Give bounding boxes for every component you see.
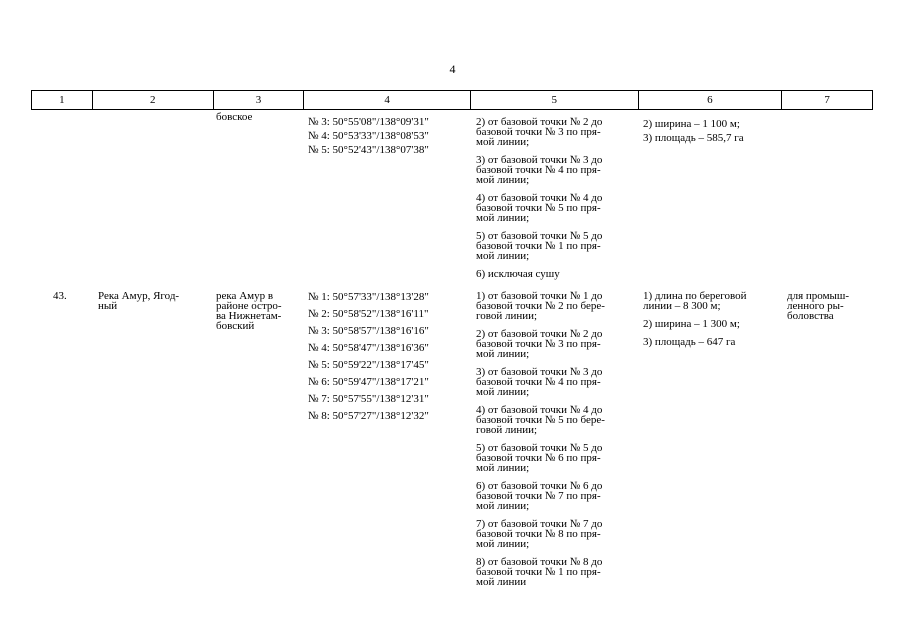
cont-coord: № 3: 50°55'08"/138°09'31" [308,116,429,128]
cont-coord: № 4: 50°53'33"/138°08'53" [308,130,429,142]
text-line: базовой точки № 7 по пря- [476,490,601,502]
text-line: 3) от базовой точки № 3 до [476,366,603,378]
boundary-item [476,405,636,435]
header-col-6: 6 [639,91,783,109]
text-line: базовой точки № 5 по пря- [476,202,601,214]
text-line: ленного ры- [787,300,844,312]
text-line: мой линии; [476,538,530,550]
text-line: ва Нижнетам- [216,310,282,322]
text-line: 2) ширина – 1 300 м; [643,318,740,330]
cont-dim: 3) площадь – 585,7 га [643,132,744,144]
coordinate: № 6: 50°59'47"/138°17'21" [308,376,429,388]
text-line: 5) от базовой точки № 5 до [476,230,603,242]
text-line: базовой точки № 4 по пря- [476,376,601,388]
cont-location [216,112,252,122]
text-line: мой линии; [476,462,530,474]
text-line: базовой точки № 4 по пря- [476,164,601,176]
text-line: 3) площадь – 647 га [643,336,736,348]
header-col-3: 3 [214,91,305,109]
header-col-4: 4 [304,91,471,109]
text-line: 6) от базовой точки № 6 до [476,480,603,492]
text-line: говой линии; [476,310,538,322]
boundary-item [476,291,636,321]
text-line: говой линии; [476,424,538,436]
text-line: районе остро- [216,300,282,312]
coordinate: № 2: 50°58'52"/138°16'11" [308,308,429,320]
text-line: мой линии; [476,500,530,512]
text-line: 2) от базовой точки № 2 до [476,328,603,340]
table-header [31,90,873,110]
text-line: базовой точки № 5 по бере- [476,414,605,426]
dimensions-list [643,291,778,355]
boundaries-list [476,291,636,595]
row-number: 43. [53,290,67,302]
text-line: мой линии; [476,212,530,224]
text-line: 5) от базовой точки № 5 до [476,442,603,454]
text-line: мой линии; [476,250,530,262]
text-line: базовой точки № 8 по пря- [476,528,601,540]
text-line: река Амур в [216,290,274,302]
text-line: 1) от базовой точки № 1 до [476,290,603,302]
text-line: мой линии; [476,348,530,360]
object-location [216,291,282,331]
boundary-item [476,557,636,587]
text-line: линии – 8 300 м; [643,300,721,312]
text-line: базовой точки № 3 по пря- [476,338,601,350]
cont-boundary [476,231,636,261]
cont-boundary [476,155,636,185]
boundary-item [476,481,636,511]
header-col-2: 2 [93,91,214,109]
cont-dimensions [643,117,744,145]
text-line: 7) от базовой точки № 7 до [476,518,603,530]
boundary-item [476,519,636,549]
coordinate: № 4: 50°58'47"/138°16'36" [308,342,429,354]
cont-boundaries [476,117,636,287]
coordinates-list [308,289,429,425]
coordinate: № 1: 50°57'33"/138°13'28" [308,291,429,303]
cont-boundary [476,193,636,223]
text-line: 8) от базовой точки № 8 до [476,556,603,568]
text-line: 2) от базовой точки № 2 до [476,116,603,128]
text-line: Река Амур, Ягод- [98,290,180,302]
cont-coord: № 5: 50°52'43"/138°07'38" [308,144,429,156]
text-line: 3) от базовой точки № 3 до [476,154,603,166]
text-line: мой линии; [476,136,530,148]
boundary-item [476,367,636,397]
text-line: 4) от базовой точки № 4 до [476,192,603,204]
text-line: мой линии; [476,174,530,186]
cont-boundary [476,117,636,147]
header-col-5: 5 [471,91,639,109]
text-line: бовский [216,320,255,332]
text-line: для промыш- [787,290,850,302]
cont-location-line: бовское [216,111,253,123]
header-col-7: 7 [824,94,830,106]
cont-coordinates [308,115,429,157]
text-line: базовой точки № 2 по бере- [476,300,605,312]
coordinate: № 3: 50°58'57"/138°16'16" [308,325,429,337]
coordinate: № 8: 50°57'27"/138°12'32" [308,410,429,422]
text-line: базовой точки № 1 по пря- [476,240,601,252]
page-number: 4 [449,62,456,76]
purpose [787,291,849,321]
boundary-item [476,329,636,359]
text-line: базовой точки № 6 по пря- [476,452,601,464]
boundary-item [476,443,636,473]
text-line: базовой точки № 3 по пря- [476,126,601,138]
text-line: ный [98,300,118,312]
object-name [98,291,179,311]
text-line: 6) исключая сушу [476,268,560,280]
text-line: мой линии; [476,386,530,398]
text-line: 1) длина по береговой [643,290,747,302]
coordinate: № 5: 50°59'22"/138°17'45" [308,359,429,371]
cont-boundary [476,269,636,279]
header-col-1: 1 [32,91,93,109]
dimension-item [643,291,778,311]
dimension-item [643,337,778,347]
text-line: 4) от базовой точки № 4 до [476,404,603,416]
dimension-item [643,319,778,329]
text-line: боловства [787,310,834,322]
coordinate: № 7: 50°57'55"/138°12'31" [308,393,429,405]
text-line: базовой точки № 1 по пря- [476,566,601,578]
text-line: мой линии [476,576,527,588]
cont-dim: 2) ширина – 1 100 м; [643,118,740,130]
